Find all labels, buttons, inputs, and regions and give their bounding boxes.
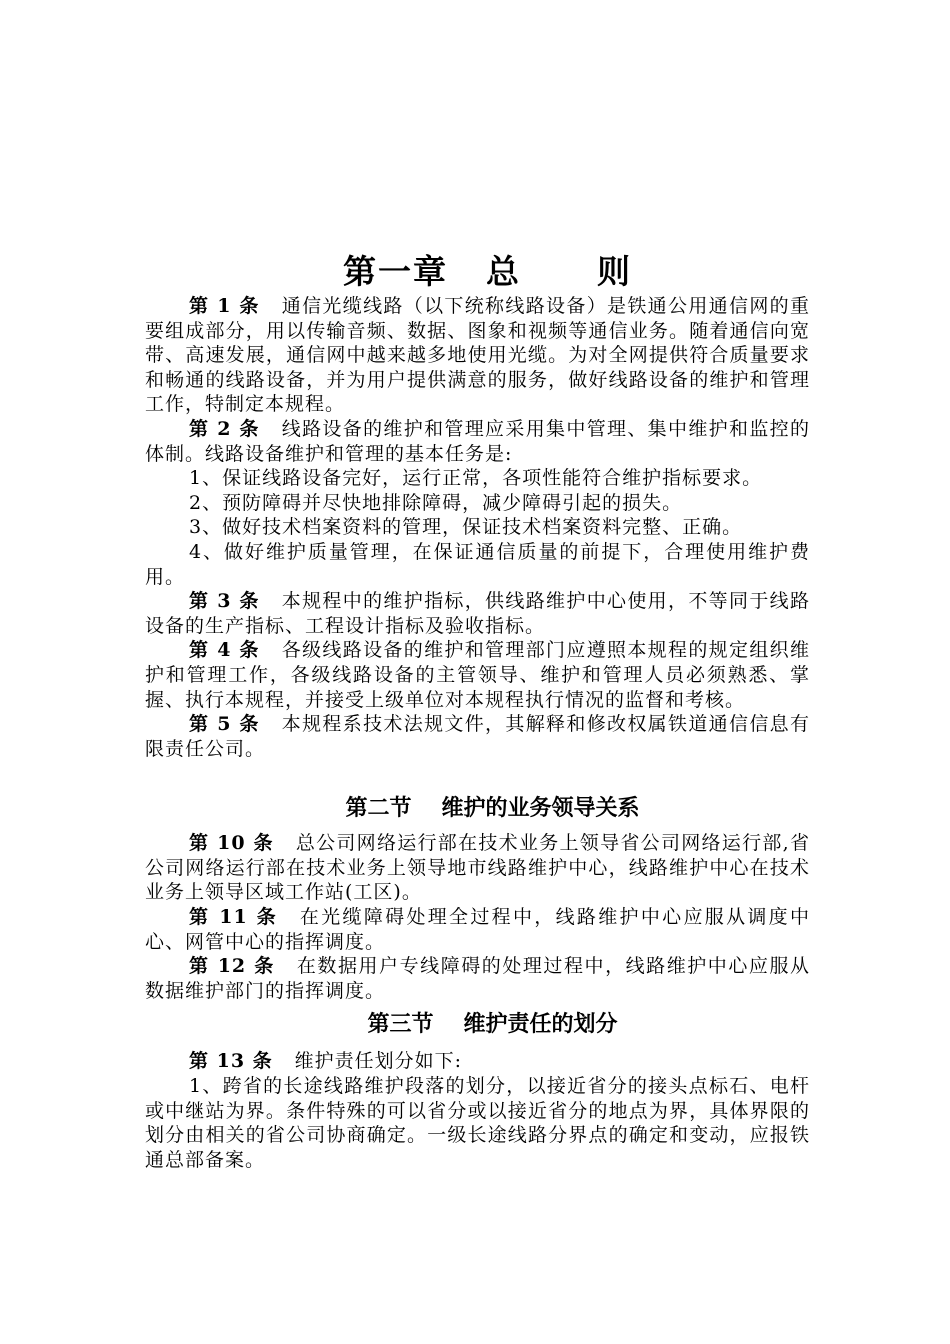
article-text: 在数据用户专线障碍的处理过程中，线路维护中心应服从数据维护部门的指挥调度。	[145, 955, 810, 1002]
article-3	[145, 589, 810, 638]
article-2-item-2: 2、预防障碍并尽快地排除障碍，减少障碍引起的损失。	[189, 491, 683, 514]
article-text: 总公司网络运行部在技术业务上领导省公司网络运行部,省公司网络运行部在技术业务上领导地市线路维护中心，线路维护中心在技术业务上领导区域工作站(工区)。	[145, 832, 810, 904]
article-text: 通信光缆线路（以下统称线路设备）是铁通公用通信网的重要组成部分，用以传输音频、数据、图象和视频等通信业务。随着通信向宽带、高速发展，通信网中越来越多地使用光缆。为对全网提供符合质量要求和畅通的线路设备，并为用户提供满意的服务，做好线路设备的维护和管理工作，特制定本规程。	[145, 295, 810, 416]
article-label: 第 13 条	[189, 1050, 273, 1073]
article-13	[145, 1049, 810, 1074]
article-13-item-1: 1、跨省的长途线路维护段落的划分，以接近省分的接头点标石、电杆或中继站为界。条件特殊的可以省分或以接近省分的地点为界，具体界限的划分由相关的省公司协商确定。一级长途线路分界点的确定和变动，应报铁通总部备案。	[145, 1075, 810, 1171]
article-label: 第 1 条	[189, 295, 260, 317]
article-2-item-4: 4、做好维护质量管理，在保证通信质量的前提下，合理使用维护费用。	[145, 540, 810, 588]
article-2	[145, 417, 810, 466]
section-2-title: 第二节 维护的业务领导关系	[345, 795, 640, 822]
article-1	[145, 294, 810, 417]
article-label: 第 2 条	[189, 417, 260, 440]
article-2-item-3: 3、做好技术档案资料的管理，保证技术档案资料完整、正确。	[189, 516, 743, 539]
article-text: 线路设备的维护和管理应采用集中管理、集中维护和监控的体制。线路设备维护和管理的基本任务是:	[145, 417, 810, 465]
article-10	[145, 831, 810, 905]
article-4	[145, 638, 810, 712]
article-label: 第 5 条	[189, 713, 260, 736]
article-label: 第 3 条	[189, 590, 260, 613]
article-label: 第 11 条	[189, 906, 278, 929]
article-5	[145, 712, 810, 761]
article-label: 第 10 条	[189, 832, 274, 855]
article-text: 各级线路设备的维护和管理部门应遵照本规程的规定组织维护和管理工作，各级线路设备的主管领导、维护和管理人员必须熟悉、掌握、执行本规程，并接受上级单位对本规程执行情况的监督和考核。	[145, 639, 810, 711]
article-label: 第 12 条	[189, 955, 275, 978]
article-label: 第 4 条	[189, 639, 260, 662]
article-text: 本规程中的维护指标，供线路维护中心使用，不等同于线路设备的生产指标、工程设计指标及验收指标。	[145, 590, 810, 637]
section-3-title: 第三节 维护责任的划分	[367, 1011, 618, 1038]
document-body	[145, 250, 810, 1172]
article-text: 在光缆障碍处理全过程中，线路维护中心应服从调度中心、网管中心的指挥调度。	[145, 906, 810, 953]
article-text: 本规程系技术法规文件，其解释和修改权属铁道通信信息有限责任公司。	[145, 713, 810, 760]
article-text: 维护责任划分如下:	[294, 1050, 463, 1073]
article-11	[145, 905, 810, 954]
article-12	[145, 954, 810, 1003]
chapter-title: 第一章 总 则	[343, 252, 632, 291]
article-2-item-1: 1、保证线路设备完好，运行正常，各项性能符合维护指标要求。	[189, 467, 763, 490]
